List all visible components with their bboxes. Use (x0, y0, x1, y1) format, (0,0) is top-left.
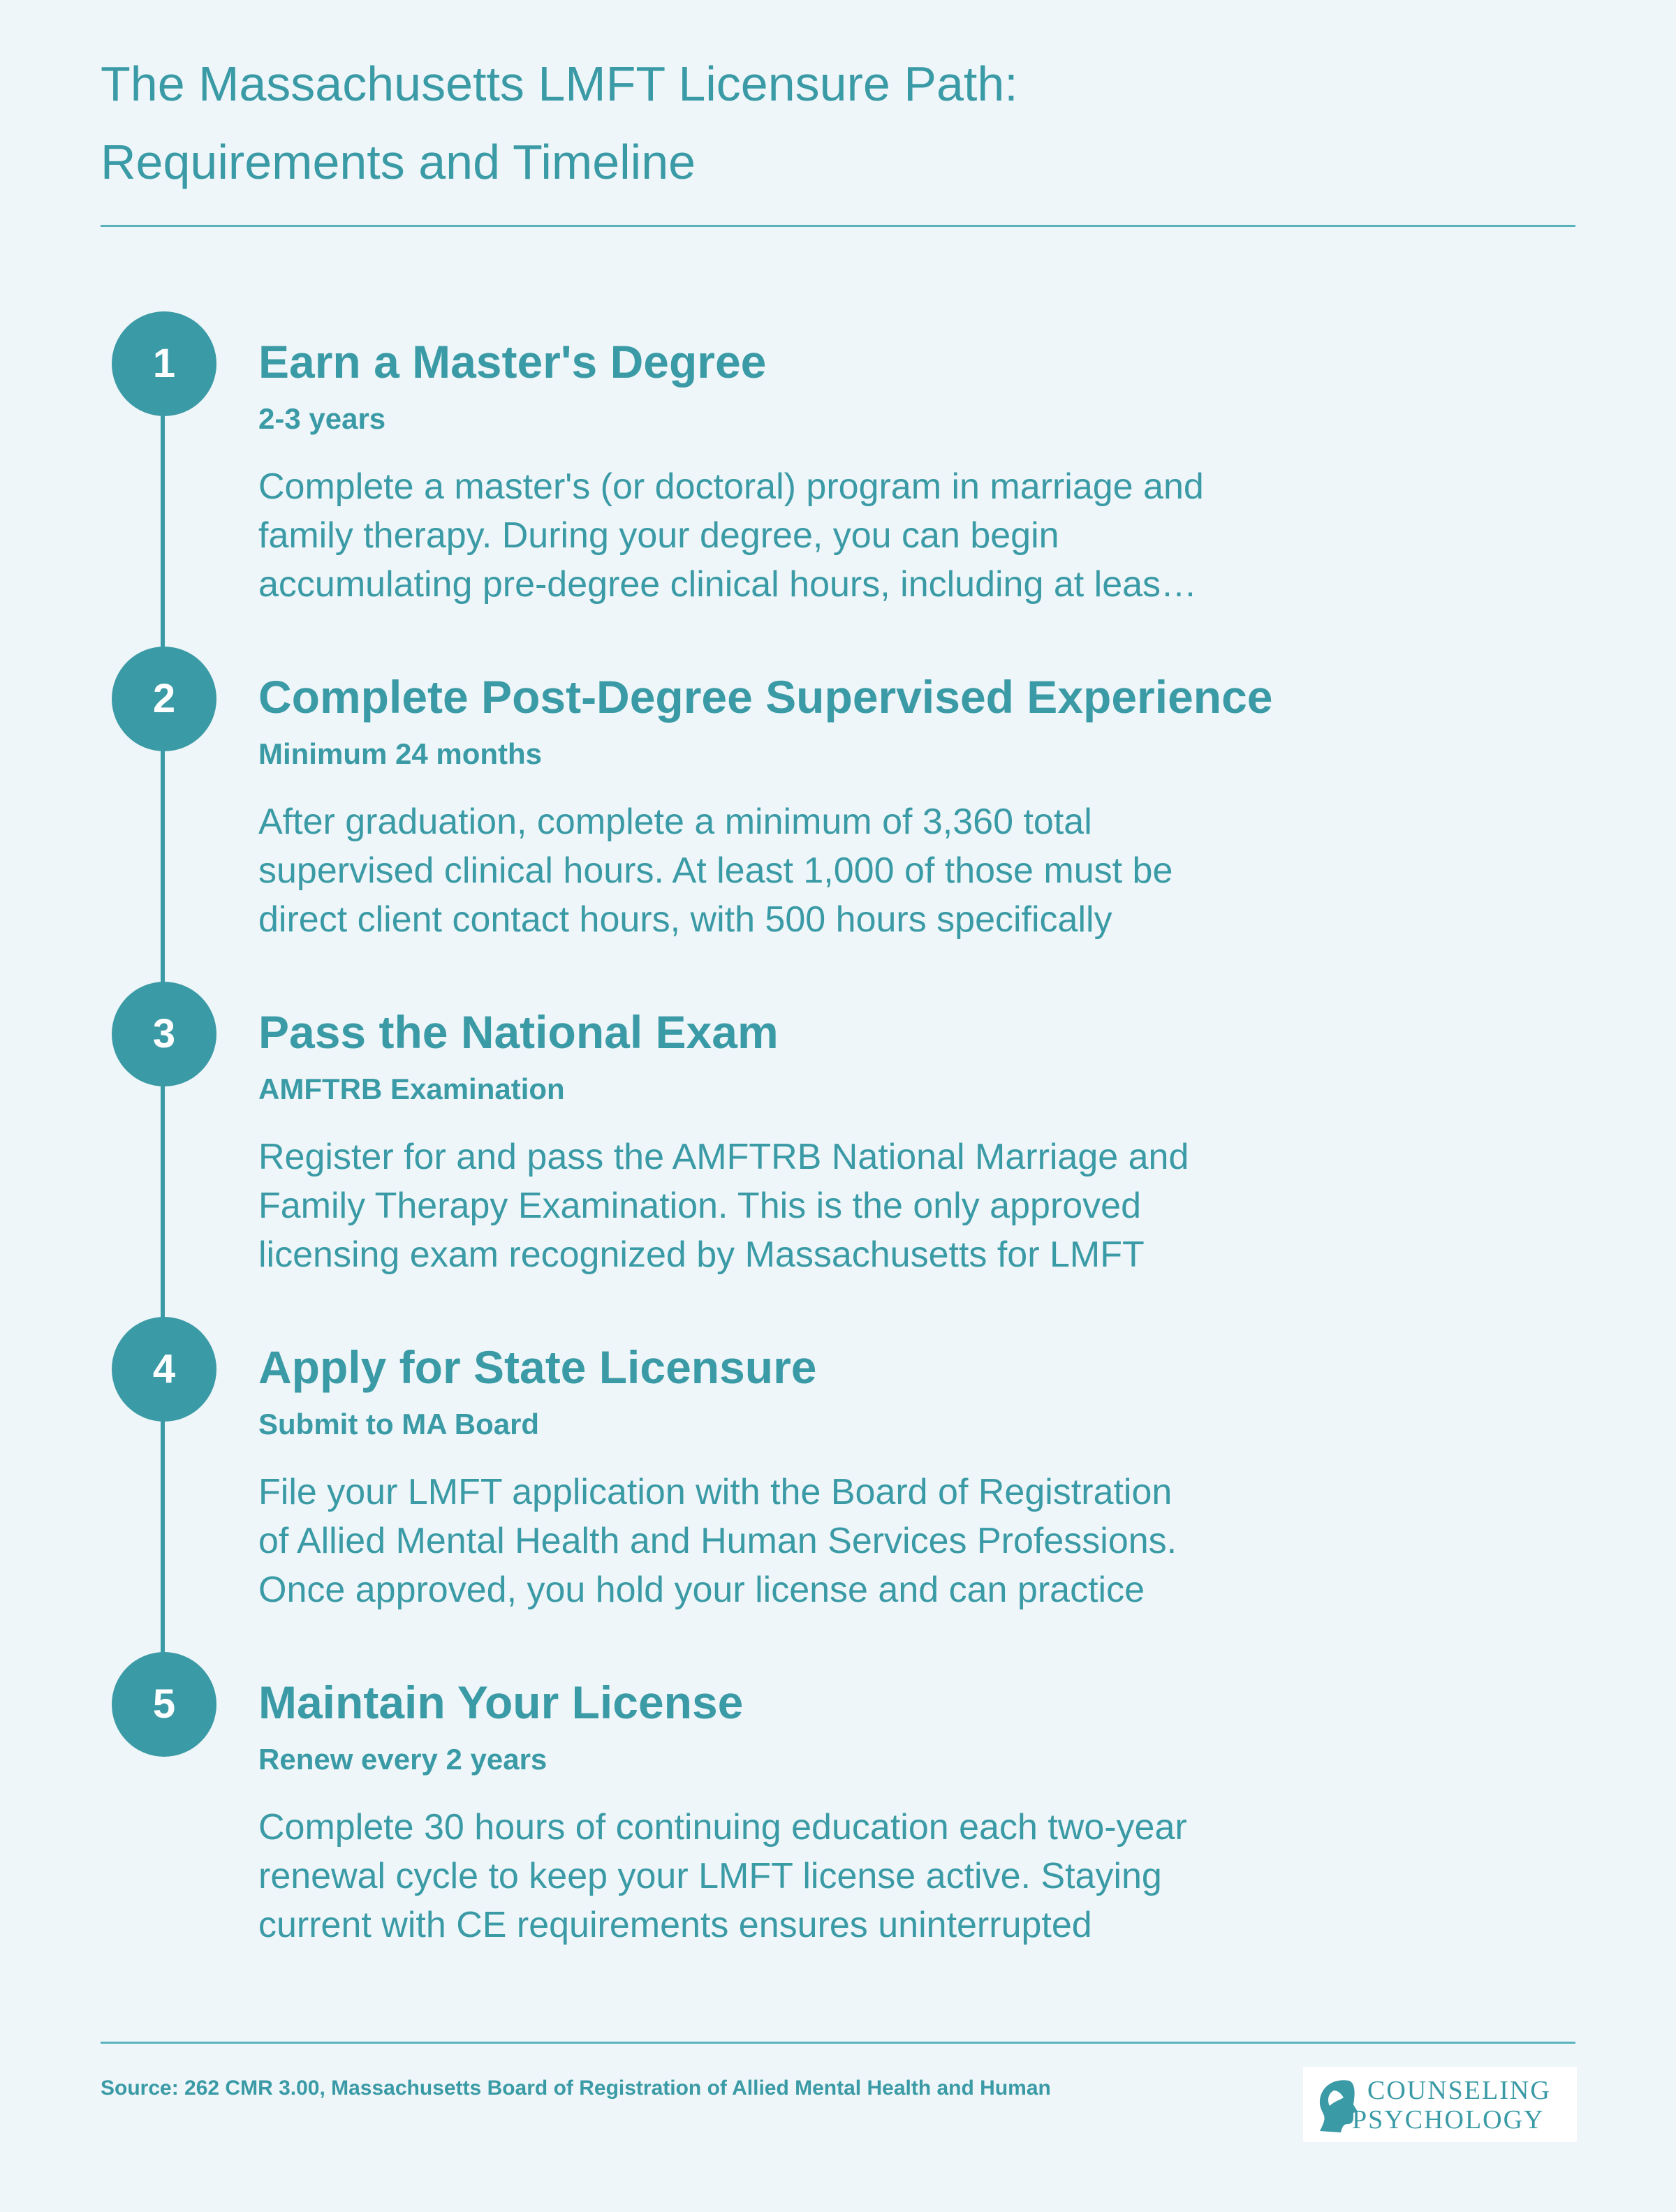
step-description (258, 1133, 1306, 1279)
step-description-line: of Allied Mental Health and Human Services Professions. (258, 1521, 1177, 1561)
page-title (101, 45, 1497, 201)
step-title: Complete Post-Degree Supervised Experience (258, 671, 1273, 723)
step-number-badge: 2 (112, 647, 216, 751)
step-duration: Submit to MA Board (258, 1408, 540, 1440)
step-title: Pass the National Exam (258, 1006, 779, 1058)
step-description-line: current with CE requirements ensures uninterrupted (258, 1905, 1092, 1945)
step-title: Maintain Your License (258, 1676, 744, 1728)
step-description (258, 462, 1306, 609)
step-description-line: File your LMFT application with the Board of Registration (258, 1472, 1173, 1512)
step-title: Earn a Master's Degree (258, 336, 767, 388)
step-description-line: supervised clinical hours. At least 1,000 of those must be (258, 850, 1173, 891)
step-description-line: Register for and pass the AMFTRB National Marriage and (258, 1137, 1189, 1177)
step-description-line: Once approved, you hold your license and can practice (258, 1570, 1145, 1610)
step-number-badge: 4 (112, 1317, 216, 1422)
step-description-line: Complete 30 hours of continuing education each two-year (258, 1807, 1187, 1848)
step-description-line: Family Therapy Examination. This is the only approved (258, 1186, 1142, 1226)
logo-text-psychology: PSYCHOLOGY (1352, 2105, 1545, 2134)
step-description-line: family therapy. During your degree, you can begin (258, 515, 1059, 556)
step-description-line: direct client contact hours, with 500 hours specifically (258, 899, 1112, 940)
step-duration: Renew every 2 years (258, 1743, 547, 1776)
step-duration: 2-3 years (258, 402, 386, 435)
step-description-line: Complete a master's (or doctoral) program in marriage and (258, 466, 1204, 507)
step-number-badge: 5 (112, 1652, 216, 1757)
step-title: Apply for State Licensure (258, 1341, 817, 1393)
step-description (258, 797, 1306, 944)
step-duration: AMFTRB Examination (258, 1072, 565, 1105)
step-description-line: After graduation, complete a minimum of 3,360 total (258, 802, 1092, 842)
step-number-badge: 1 (112, 311, 216, 416)
step-description-line: renewal cycle to keep your LMFT license active. Staying (258, 1856, 1162, 1896)
step-description-line: licensing exam recognized by Massachusetts for LMFT (258, 1234, 1145, 1275)
logo-text-counseling: COUNSELING (1367, 2076, 1551, 2105)
page-title-line-2: Requirements and Timeline (101, 135, 696, 189)
step-number-badge: 3 (112, 982, 216, 1086)
footer-divider (101, 2042, 1575, 2044)
counseling-psychology-logo (1303, 2067, 1577, 2142)
page-title-line-1: The Massachusetts LMFT Licensure Path: (101, 57, 1018, 111)
step-description-line: accumulating pre-degree clinical hours, including at leas… (258, 564, 1198, 605)
source-citation: Source: 262 CMR 3.00, Massachusetts Board of Registration of Allied Mental Health and Human (101, 2077, 1051, 2100)
step-duration: Minimum 24 months (258, 737, 543, 770)
step-description (258, 1803, 1306, 1949)
header-divider (101, 225, 1575, 227)
step-description (258, 1468, 1306, 1614)
